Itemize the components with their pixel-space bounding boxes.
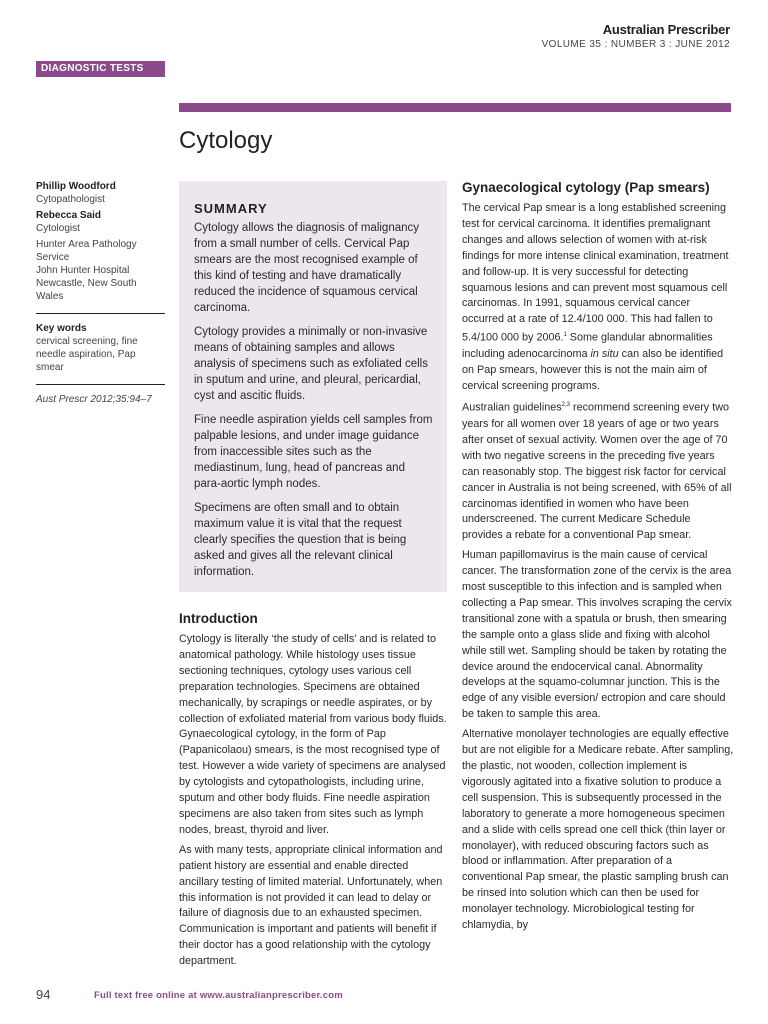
text-run: Australian guidelines — [462, 402, 562, 415]
category-label: DIAGNOSTIC TESTS — [36, 61, 165, 77]
affiliation-line: John Hunter Hospital — [36, 265, 130, 276]
affiliation-line: Newcastle, New South Wales — [36, 278, 137, 302]
body-paragraph — [462, 201, 734, 394]
text-run: The cervical Pap smear is a long established screening test for cervical carcinoma. It identifies premalignant changes and allows selection of women with at-risk findings for more intense clinical examination, treatment and follow-up. It is very successful for detecting squamous lesions and can prevent most squamous cell carcinomas. In 1991, squamous cervical cancer occurred at a rate of 12.4/100 000. This had fallen to 5.4/100 000 by 2006. — [462, 202, 729, 344]
summary-paragraph: Specimens are often small and to obtain maximum value it is vital that the request clearly specifies the question that is being asked and gives all the relevant clinical information. — [194, 502, 407, 578]
author-sidebar — [36, 180, 165, 406]
text-run-italic: in situ — [590, 347, 619, 360]
summary-paragraph: Cytology allows the diagnosis of malignancy from a small number of cells. Cervical Pap smears are the most recognised example of this kind of testing and have dramatically reduced the incidence of squamous cervical carcinoma. — [194, 222, 420, 314]
keywords-heading: Key words — [36, 323, 87, 334]
page-number: 94 — [36, 987, 51, 1002]
body-paragraph: Human papillomavirus is the main cause of cervical cancer. The transformation zone of the cervix is the area most susceptible to this infection and is sampled when collecting a Pap smear. This involves scraping the cervix transitional zone with a spatula or brush, then smearing the sample onto a glass slide and fixing with alcohol while still wet. Sampling should be taken by rotating the device around the endocervical canal. Abnormality develops at the squamo-columnar junction. This is the edge of any visible eversion/ ectropion and care should be taken to sample this area. — [462, 549, 732, 721]
section-heading: Gynaecological cytology (Pap smears) — [462, 180, 710, 195]
gynae-section — [462, 180, 734, 938]
citation: Aust Prescr 2012;35:94–7 — [36, 394, 152, 405]
author-role: Cytopathologist — [36, 194, 105, 205]
section-heading: Introduction — [179, 611, 258, 626]
reference-mark: 1 — [563, 332, 567, 339]
article-title: Cytology — [179, 127, 273, 154]
divider — [36, 384, 165, 385]
volume-info: VOLUME 35 : NUMBER 3 : JUNE 2012 — [541, 39, 730, 50]
journal-brand: Australian Prescriber — [602, 22, 730, 37]
body-paragraph: Alternative monolayer technologies are equally effective but are not eligible for a Medicare rebate. After sampling, the plastic, not wooden, collection implement is vigorously agitated into a fixative solution to produce a cell suspension. This is subsequently processed in the laboratory to generate a more homogeneous specimen and a slide with cells spread one cell thick (thin layer or monolayer), with reduced obscuring factors such as blood or inflammation. After preparation of a conventional Pap smear, the plastic sampling brush can be rinsed into solution which can then be used for monolayer technology. Microbiological testing for chlamydia, by — [462, 728, 734, 932]
summary-paragraph: Cytology provides a minimally or non-invasive means of obtaining samples and allows analysis of specimens such as exfoliated cells in sputum and urine, and pleural, pericardial, cyst and ascitic fluids. — [194, 326, 428, 402]
summary-box — [179, 181, 447, 592]
body-paragraph: Cytology is literally ‘the study of cells’ and is related to anatomical pathology. While histology uses tissue sectioning techniques, cytology uses various cell preparation technologies. Specimens are obtained mechanically, by scrapings or needle aspirates, or by collection of exfoliated material from various body fluids. Gynaecological cytology, in the form of Pap (Papanicolaou) smears, is the most recognised type of test. However a wide variety of specimens are analysed by cytologists and cytopathologists, including urine, sputum and other body fluids. Fine needle aspiration specimens are also taken from sites such as lymph nodes, breast, thyroid and liver. — [179, 633, 447, 836]
footer-link[interactable]: Full text free online at www.australianprescriber.com — [94, 990, 343, 1001]
introduction-section — [179, 611, 447, 974]
text-run: can also be identified on Pap smears, however this is not the main aim of cervical screening programs. — [462, 347, 724, 392]
author-name: Phillip Woodford — [36, 181, 116, 192]
body-paragraph: As with many tests, appropriate clinical information and patient history are essential and enable directed ancillary testing of limited material. Unfortunately, when this information is not provided it can lead to delay or failure of diagnosis due to an exhausted specimen. Communication is important and patients will benefit if their doctor has a good relationship with the cytology department. — [179, 843, 443, 968]
reference-mark: 2,3 — [561, 402, 570, 409]
text-run: Some glandular abnormalities including adenocarcinoma — [462, 331, 713, 360]
divider — [36, 313, 165, 314]
body-paragraph — [462, 398, 734, 544]
summary-heading: SUMMARY — [194, 201, 268, 216]
text-run: recommend screening every two years for all women over 18 years of age or two years after onset of sexual activity. Women over the age of 70 with two negative screens in the preceding five years can reasonably stop. The biggest risk factor for cervical cancer in Australia is not being screened, with 65% of all carcinomas identified in women who have been underscreened. The current Medicare Schedule provides a rebate for a conventional Pap smear. — [462, 402, 732, 542]
keywords-text: cervical screening, fine needle aspiration, Pap smear — [36, 336, 138, 373]
author-name: Rebecca Said — [36, 210, 102, 221]
author-role: Cytologist — [36, 223, 80, 234]
title-bar — [179, 103, 731, 112]
affiliation-line: Hunter Area Pathology Service — [36, 239, 137, 263]
summary-paragraph: Fine needle aspiration yields cell samples from palpable lesions, and under image guidance from inaccessible sites such as the mediastinum, lung, head of pancreas and para-aortic lymph nodes. — [194, 414, 433, 490]
